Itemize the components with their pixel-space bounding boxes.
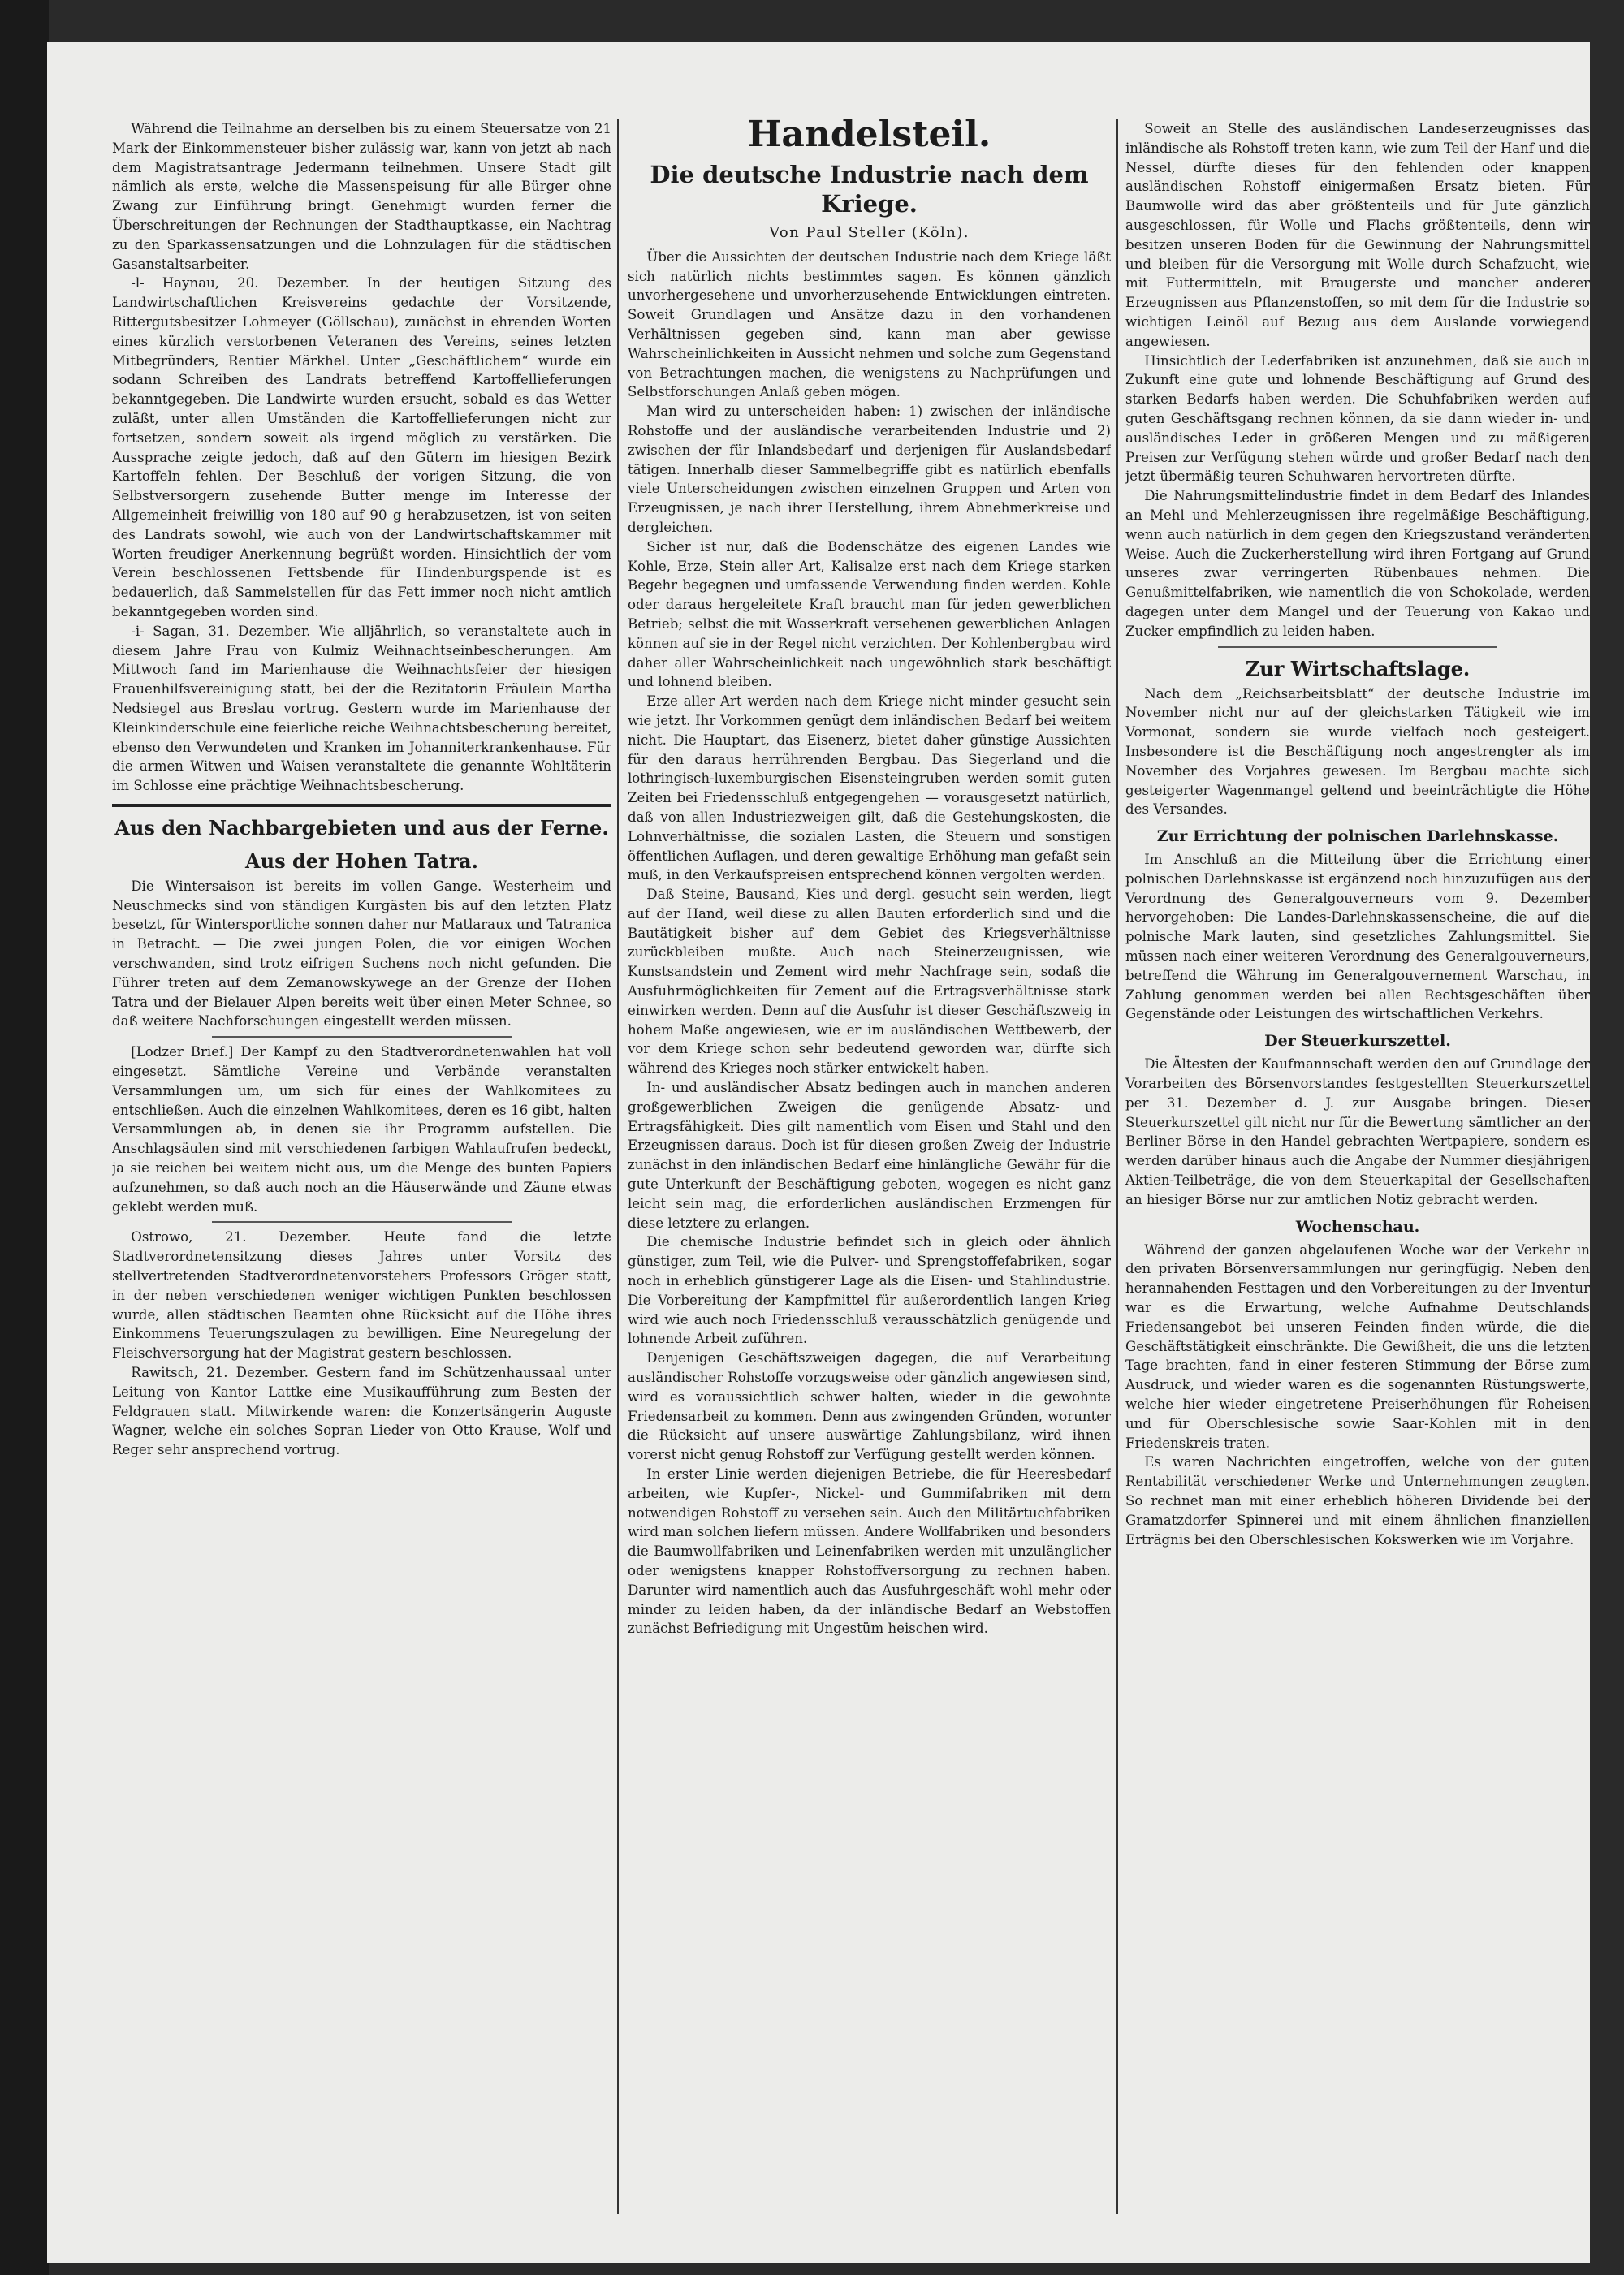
newspaper-page <box>47 42 1590 2263</box>
article-paragraph: Die chemische Industrie befindet sich in gleich oder ähnlich günstiger, zum Teil, wie die Pulver- und Sprengstoffefabriken, sogar noch in erheblich günstigerer Lage als die Eisen- und Stahlindustrie. Die Vorbereitung der Kampfmittel für außerordentlich langen Krieg wird wie auch noch Friedensschluß verausschätzlich genügende und lohnende Arbeit zuführen. <box>628 1234 1111 1347</box>
section-separator <box>112 804 611 807</box>
column-right <box>1125 119 1590 2226</box>
section-heading-nachbargebiete: Aus den Nachbargebieten und aus der Ferne. <box>114 815 609 840</box>
article-paragraph: Es waren Nachrichten eingetroffen, welche von der guten Rentabilität verschiedener Werke und Unternehmungen zeugten. So rechnet man mit einer erheblich höheren Dividende bei der Gramatzdorfer Spinnerei und mit einem ähnlichen finanziellen Erträgnis bei den Oberschlesischen Kokswerken wie im Vorjahre. <box>1125 1454 1590 1548</box>
paragraph-haynau: -l- Haynau, 20. Dezember. In der heutigen Sitzung des Landwirtschaftlichen Kreisvereins gedachte der Vorsitzende, Rittergutsbesitzer Lohmeyer (Göllschau), zunächst in ehrenden Worten eines kürzlich verstorbenen Veteranen des Vereins, seines letzten Mitbegründers, Rentier Märkhel. Unter „Geschäftlichem“ wurde ein sodann Schreiben des Landrats betreffend Kartoffellieferungen bekanntgegeben. Die Landwirte wurden ersucht, sobald es das Wetter zuläßt, unter allen Umständen die Kartoffellieferungen nicht zur fortsetzen, sondern soweit als irgend möglich zu verstärken. Die Aussprache zeigte jedoch, daß auf den Gütern im hiesigen Bezirk Kartoffeln fehlen. Der Beschluß der vorigen Sitzung, die von Selbstversorgern zusehende Butter menge im Interesse der Allgemeinheit freiwillig von 180 auf 90 g herabzusetzen, ist von seiten des Landrats sowohl, wie auch von der Landwirtschaftskammer mit Worten freudiger Anerkennung begrüßt worden. Hinsichtlich der vom Verein beschlossenen Fettsbende für Hindenburgspende ist es bedauerlich, daß Sammelstellen für das Fett immer noch nicht amtlich bekanntgegeben worden sind. <box>112 275 611 619</box>
paragraph-sagan: -i- Sagan, 31. Dezember. Wie alljährlich, so veranstaltete auch in diesem Jahre Frau von Kulmiz Weihnachtseinbescherungen. Am Mittwoch fand im Marienhause die Weihnachtsfeier der hiesigen Frauenhilfsvereinigung statt, bei der die Rezitatorin Fräulein Martha Nedsiegel aus Breslau vortrug. Gestern wurde im Marienhause der Kleinkinderschule eine feierliche reiche Weihnachtsbescherung bereitet, ebenso den Verwundeten und Kranken im Johanniterkrankenhause. Für die armen Witwen und Waisen veranstaltete die genannte Wohltäterin im Schlosse eine prächtige Weihnachtsbescherung. <box>112 623 611 794</box>
article-paragraph: Denjenigen Geschäftszweigen dagegen, die auf Verarbeitung ausländischer Rohstoffe vorzugsweise oder gänzlich angewiesen sind, wird es voraussichtlich schwer halten, wieder in die gewohnte Friedensarbeit zu kommen. Denn aus zwingenden Gründen, worunter die Rücksicht auf unsere auswärtige Zahlungsbilanz, wird ihnen vorerst nicht genug Rohstoff zur Verfügung gestellt werden können. <box>628 1350 1111 1463</box>
paragraph-lodzer-brief: [Lodzer Brief.] Der Kampf zu den Stadtverordnetenwahlen hat voll eingesetzt. Sämtliche Vereine und Verbände veranstalten Versammlungen um, um sich für eines der Wahlkomitees zu entschließen. Auch die einzelnen Wahlkomitees, deren es 16 gibt, halten Versammlungen ab, in denen sie ihr Programm aufstellen. Die Anschlagsäulen sind mit verschiedenen farbigen Wahlaufrufen bedeckt, ja sie reichen bei weitem nicht aus, um die Menge des bunten Papiers aufzunehmen, so daß auch noch an die Häuserwände und Zäune etwas geklebt werden muß. <box>112 1044 611 1215</box>
article-paragraph: Daß Steine, Bausand, Kies und dergl. gesucht sein werden, liegt auf der Hand, weil diese zu allen Bauten erforderlich sind und die Bautätigkeit bisher auf dem Gebiet des Kriegsverhältnisse zurückbleiben mußte. Auch nach Steinerzeugnissen, wie Kunstsandstein und Zement wird mehr Nachfrage sein, sodaß die Ausfuhrmöglichkeiten für Zement auf die Ertragsverhältnisse stark einwirken werden. Denn auf die Ausfuhr ist dieser Geschäftszweig in hohem Maße angewiesen, wie er im ausländischen Wettbewerb, der vor dem Kriege schon sehr bedeutend geworden war, dürfte sich während des Krieges noch stärker entwickelt haben. <box>628 887 1111 1077</box>
paragraph-massenspeisung: Während die Teilnahme an derselben bis zu einem Steuersatze von 21 Mark der Einkommensteuer bisher zulässig war, kann von jetzt ab nach dem Magistratsantrage Jedermann teilnehmen. Unsere Stadt gilt nämlich als erste, welche die Massenspeisung für alle Bürger ohne Zwang zur Einführung bringt. Genehmigt wurden ferner die Überschreitungen der Rechnungen der Stadthauptkasse, ein Nachtrag zu den Sparkassensatzungen und die Lohnzulagen für die städtischen Gasanstaltsarbeiter. <box>112 121 611 272</box>
paragraph-tatra: Die Wintersaison ist bereits im vollen Gange. Westerheim und Neuschmecks sind von ständigen Kurgästen bis auf den letzten Platz besetzt, für Wintersportliche sonnen daher nur Matlaraux und Tatranica in Betracht. — Die zwei jungen Polen, die vor einigen Wochen verschwanden, sind trotz eifrigen Suchens noch nicht gefunden. Die Führer treten auf dem Zemanowskywege an der Grenze der Hohen Tatra und der Bielauer Alpen bereits weit über einen Meter Schnee, so daß weitere Nachforschungen eingestellt werden müssen. <box>112 878 611 1030</box>
article-paragraph: Soweit an Stelle des ausländischen Landeserzeugnisses das inländische als Rohstoff treten kann, wie zum Teil der Hanf und die Nessel, dürfte dieses für den fehlenden oder knappen ausländischen Rohstoff einigermaßen Ersatz bieten. Für Baumwolle wird das aber größtenteils und für Jute gänzlich ausgeschlossen, für Wolle und Flachs größtenteils, denn wir besitzen unseren Boden für die Gewinnung der Nahrungsmittel und bleiben für die Versorgung mit Wolle durch Schafzucht, wie mit Futtermitteln, mit Braugerste und mancher anderer Erzeugnissen aus Pflanzenstoffen, so mit dem für die Industrie so wichtigen Leinöl auf Bezug aus dem Auslande vorwiegend angewiesen. <box>1125 121 1590 349</box>
article-paragraph: Sicher ist nur, daß die Bodenschätze des eigenen Landes wie Kohle, Erze, Stein aller Art, Kalisalze erst nach dem Kriege starken Begehr begegnen und umfassende Verwendung finden werden. Kohle oder daraus hergeleitete Kraft braucht man für jeden gewerblichen Betrieb; selbst die mit Wasserkraft versehenen gewerblichen Anlagen können auf sie in der Regel nicht verzichten. Der Kohlenbergbau wird daher aller Wahrscheinlichkeit nach ungewöhnlich stark beschäftigt und lohnend bleiben. <box>628 538 1111 690</box>
sub-heading-hohe-tatra: Aus der Hohen Tatra. <box>245 848 478 873</box>
article-paragraph: Erze aller Art werden nach dem Kriege nicht minder gesucht sein wie jetzt. Ihr Vorkommen genügt dem inländischen Bedarf bei weitem nicht. Die Hauptart, das Eisenerz, bietet daher günstige Aussichten für den daraus herrührenden Bergbau. Das Siegerland und die lothringisch-luxemburgischen Eisensteingruben werden somit guten Zeiten bei Friedensschluß entgegengehen — vorausgesetzt natürlich, daß von allen Industriezweigen gilt, daß die Gestehungskosten, die Lohnverhältnisse, die sozialen Lasten, die Steuern und sonstigen öffentlichen Auflagen, und deren gewaltige Erhöhung man gefaßt sein muß, in den Verkaufspreisen entsprechend können vergolten werden. <box>628 693 1111 883</box>
article-paragraph: Die Nahrungsmittelindustrie findet in dem Bedarf des Inlandes an Mehl und Mehlerzeugnissen ihre regelmäßige Beschäftigung, wenn auch natürlich in dem gegen den Kriegszustand veränderten Weise. Auch die Zuckerherstellung wird ihren Fortgang auf Grund unseres zwar verringerten Rübenbaues nehmen. Die Genußmittelfabriken, wie namentlich die von Schokolade, werden dagegen unter dem Mangel und der Teuerung von Kakao und Zucker empfindlich zu leiden haben. <box>1125 488 1590 639</box>
article-paragraph: Über die Aussichten der deutschen Industrie nach dem Kriege läßt sich natürlich nichts bestimmtes sagen. Es können gänzlich unvorhergesehene und unvorherzusehende Entwicklungen eintreten. Soweit Grundlagen und Ansätze dazu in den vorhandenen Verhältnissen gegeben sind, kann man aber gewisse Wahrscheinlichkeiten in Aussicht nehmen und solche zum Gegenstand von Betrachtungen machen, die wenigstens zu Nachprüfungen und Selbstforschungen Anlaß geben mögen. <box>628 248 1111 400</box>
article-headline: Die deutsche Industrie nach dem Kriege. <box>650 161 1089 218</box>
article-paragraph: In erster Linie werden diejenigen Betriebe, die für Heeresbedarf arbeiten, wie Kupfer-, Nickel- und Gummifabriken mit dem notwendigen Rohstoff zu versehen sein. Auch den Militärtuchfabriken wird man solchen liefern müssen. Andere Wollfabriken und besonders die Baumwollfabriken und Leinenfabriken werden mit unzulänglicher oder wenigstens knapper Rohstoffversorgung zu rechnen haben. Darunter wird namentlich auch das Ausfuhrgeschäft wohl mehr oder minder zu leiden haben, da der inländische Bedarf an Webstoffen zunächst Befriedigung mit Ungestüm heischen wird. <box>628 1466 1111 1637</box>
column-left <box>112 119 611 2226</box>
paragraph-rawitsch: Rawitsch, 21. Dezember. Gestern fand im Schützenhaussaal unter Leitung von Kantor Lattke eine Musikaufführung zum Besten der Feldgrauen statt. Mitwirkende waren: die Konzertsängerin Auguste Wagner, welche ein solches Sopran Lieder von Otto Krause, Wolf und Reger sehr ansprechend vortrug. <box>112 1365 611 1458</box>
column-middle <box>628 119 1111 2226</box>
article-paragraph: Im Anschluß an die Mitteilung über die Errichtung einer polnischen Darlehnskasse ist ergänzend noch hinzuzufügen aus der Verordnung des Generalgouverneurs vom 9. Dezember hervorgehoben: Die Landes-Darlehnskassenscheine, die auf die polnische Mark lauten, sind gesetzliches Zahlungsmittel. Sie müssen nach einer weiteren Verordnung des Generalgouverneurs, betreffend die Währung im Generalgouvernement Warschau, in Zahlung genommen werden bei allen Rechtsgeschäften über Gegenstände oder Leistungen des wirtschaftlichen Verkehrs. <box>1125 852 1590 1022</box>
heading-darlehnskasse: Zur Errichtung der polnischen Darlehnskasse. <box>1156 827 1559 846</box>
heading-steuerkurszettel: Der Steuerkurszettel. <box>1264 1032 1451 1051</box>
article-paragraph: In- und ausländischer Absatz bedingen auch in manchen anderen großgewerblichen Zweigen die genügende Absatz- und Ertragsfähigkeit. Dies gilt namentlich vom Eisen und Stahl und den Erzeugnissen daraus. Doch ist für diesen großen Zweig der Industrie zunächst in den inländischen Bedarf eine hinlängliche Gewähr für die gute Unterkunft der Beschäftigung geboten, wogegen es nicht ganz leicht sein mag, die erforderlichen ausländischen Erzmengen für diese letztere zu erlangen. <box>628 1080 1111 1231</box>
article-paragraph: Man wird zu unterscheiden haben: 1) zwischen der inländische Rohstoffe und der ausländische verarbeitenden Industrie und 2) zwischen der für Inlandsbedarf und derjenigen für Auslandsbedarf tätigen. Innerhalb dieser Sammelbegriffe gibt es natürlich ebenfalls viele Unterscheidungen zwischen einzelnen Gruppen und Arten von Erzeugnissen, je nach ihrer Herstellung, ihrem Abnehmerkreise und dergleichen. <box>628 404 1111 535</box>
article-paragraph: Hinsichtlich der Lederfabriken ist anzunehmen, daß sie auch in Zukunft eine gute und lohnende Beschäftigung auf Grund des starken Bedarfs haben werden. Die Schuhfabriken werden auf guten Geschäftsgang rechnen können, da sie dann wieder in- und ausländisches Leder in größeren Mengen und zu mäßigeren Preisen zur Verfügung stehen würde und großer Bedarf nach den jetzt übermäßig teuren Schuhwaren hervortreten dürfte. <box>1125 352 1590 485</box>
section-masthead-handelsteil: Handelsteil. <box>747 119 991 155</box>
heading-wochenschau: Wochenschau. <box>1295 1217 1420 1236</box>
heading-wirtschaftslage: Zur Wirtschaftslage. <box>1245 656 1471 680</box>
column-rule-2 <box>1116 119 1118 2214</box>
paragraph-ostrowo: Ostrowo, 21. Dezember. Heute fand die letzte Stadtverordnetensitzung dieses Jahres unter Vorsitz des stellvertretenden Stadtverordnetenvorstehers Professors Gröger statt, in der neben verschiedenen weniger wichtigen Punkten beschlossen wurde, allen städtischen Beamten ohne Rücksicht auf die Höhe ihres Einkommens Teuerungszulagen zu bewilligen. Eine Neuregelung der Fleischversorgung hat der Magistrat gestern beschlossen. <box>112 1229 611 1362</box>
article-paragraph: Die Ältesten der Kaufmannschaft werden den auf Grundlage der Vorarbeiten des Börsenvorstandes festgestellten Steuerkurszettel per 31. Dezember d. J. zur Ausgabe bringen. Dieser Steuerkurszettel gilt nicht nur für die Bewertung sämtlicher an der Berliner Börse in den Handel gebrachten Wertpapiere, sondern es werden darüber hinaus auch die Angabe der Nummer diesjährigen Aktien-Teilbeträge, die von dem Steuerkapital der Gesellschaften an hiesiger Börse nur zur amtlichen Notiz gebracht werden. <box>1125 1056 1590 1207</box>
article-divider <box>1218 646 1497 648</box>
column-rule-1 <box>617 119 619 2214</box>
article-divider <box>212 1036 512 1038</box>
scan-edge <box>0 0 49 2275</box>
article-paragraph: Während der ganzen abgelaufenen Woche war der Verkehr in den privaten Börsenversammlungen nur geringfügig. Neben den herannahenden Festtagen und den Vorbereitungen zu der Inventur war es die Erwartung, welche Aufnahme Deutschlands Friedensangebot bei unseren Feinden finden würde, die die Geschäftstätigkeit einschränkte. Die Gewißheit, die uns die letzten Tage brachten, fand in einer festeren Stimmung der Börse zum Ausdruck, und wieder waren es die sogenannten Rüstungswerte, welche hier wieder eingetretene Preiserhöhungen für Roheisen und für Oberschlesische sowie Saar-Kohlen mit in den Friedenskreis traten. <box>1125 1241 1590 1451</box>
article-divider <box>212 1221 512 1223</box>
article-paragraph: Nach dem „Reichsarbeitsblatt“ der deutsche Industrie im November nicht nur auf der gleichstarken Tätigkeit wie im Vormonat, sondern sie wurde vielfach noch gesteigert. Insbesondere ist die Beschäftigung noch angestrengter als im November des Vorjahres gewesen. Im Bergbau machte sich gesteigerter Wagenmangel geltend und beeinträchtigte die Höhe des Versandes. <box>1125 685 1590 818</box>
article-byline: Von Paul Steller (Köln). <box>769 224 970 241</box>
